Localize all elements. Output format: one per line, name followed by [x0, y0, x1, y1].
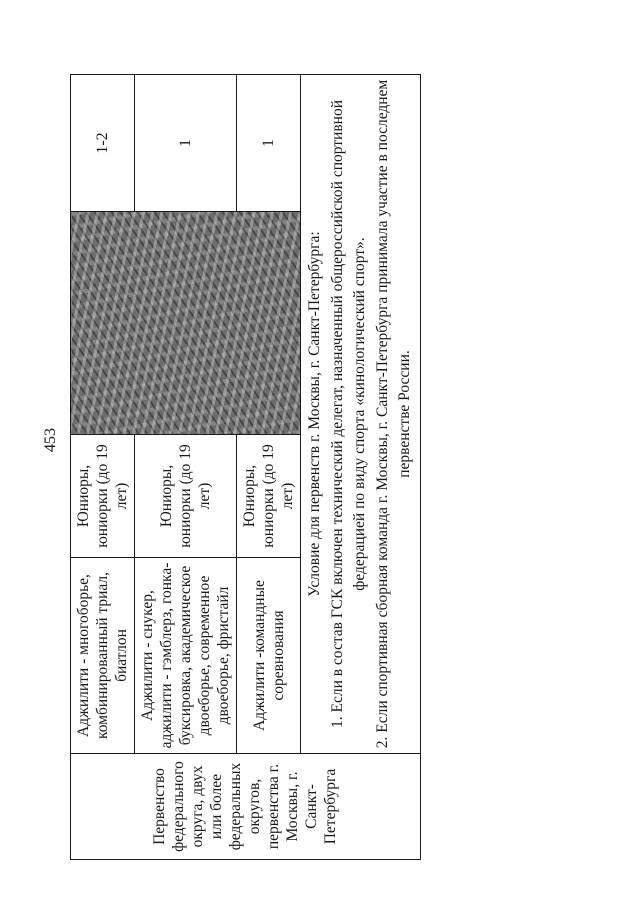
- notes-cell: [301, 75, 421, 754]
- condition-text: Условие для первенств г. Москвы, г. Санкт-Петербурга:: [306, 231, 323, 597]
- discipline-cell: Аджилити - снукер, аджилити - гэмблерз, гонка-буксировка, академическое двоеборье, современное двоеборье, фристайл: [135, 558, 237, 754]
- rotated-document: [70, 75, 413, 860]
- table-row: [71, 75, 135, 860]
- places-cell: 1: [135, 75, 237, 212]
- discipline-cell: Аджилити - многоборье, комбинированный триал, биатлон: [71, 558, 135, 754]
- condition-item-2: 2. Если спортивная сборная команда г. Москвы, г. Санкт-Петербурга принимала участие в последнем первенстве России.: [373, 79, 413, 749]
- competition-table: [70, 74, 421, 860]
- competition-level-cell: Первенство федерального округа, двух или более федеральных округов, первенства г. Москвы, г. Санкт-Петербурга: [71, 754, 421, 860]
- page-number: 453: [42, 428, 59, 452]
- places-cell: 1-2: [71, 75, 135, 212]
- table-row: [301, 75, 421, 860]
- condition-item-1: 1. Если в состав ГСК включен технический делегат, назначенный общероссийской спортивной федерацией по виду спорта «кинологический спорт».: [328, 99, 368, 729]
- places-cell: 1: [237, 75, 301, 212]
- shaded-cell: [71, 212, 301, 435]
- age-group-cell: Юниоры, юниорки (до 19 лет): [237, 435, 301, 558]
- age-group-cell: Юниоры, юниорки (до 19 лет): [71, 435, 135, 558]
- table-row: [237, 75, 301, 860]
- table-row: [135, 75, 237, 860]
- discipline-cell: Аджилити -командные соревнования: [237, 558, 301, 754]
- age-group-cell: Юниоры, юниорки (до 19 лет): [135, 435, 237, 558]
